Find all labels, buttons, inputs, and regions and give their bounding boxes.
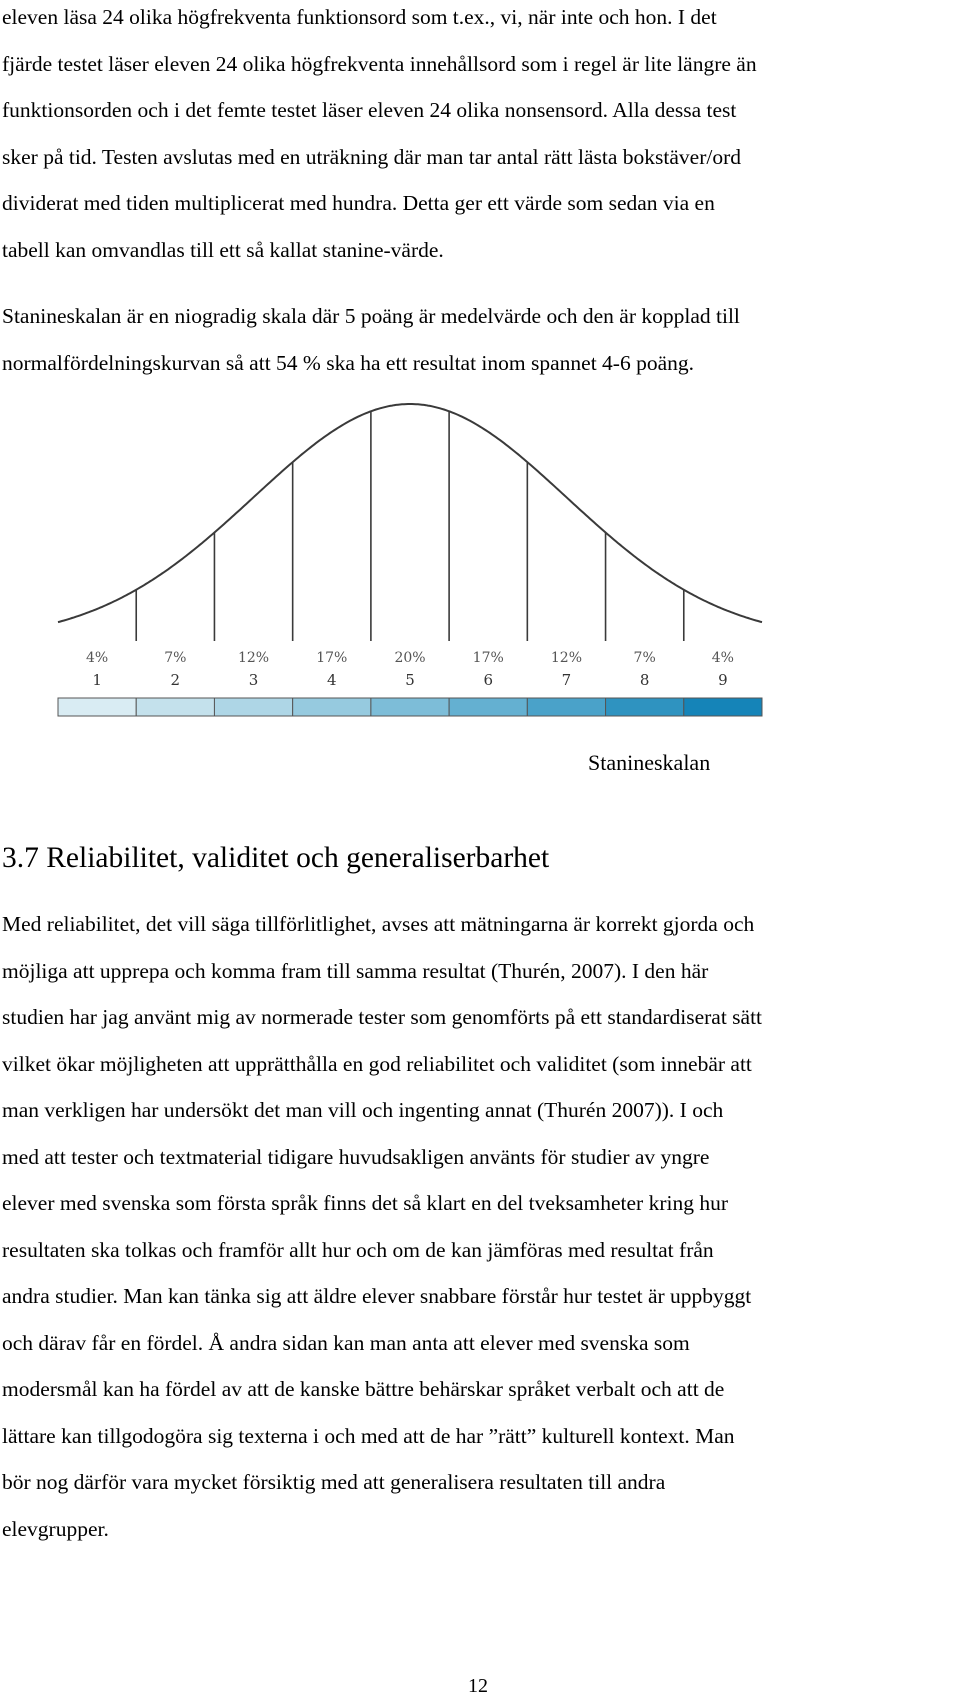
stanine-score-label: 4: [327, 671, 337, 689]
stanine-score-label: 9: [718, 671, 728, 689]
paragraph-test-description: [2, 0, 954, 273]
stanine-percent-label: 20%: [394, 650, 426, 666]
stanine-percent-label: 12%: [237, 650, 270, 666]
stanine-color-segment: [58, 698, 136, 716]
text-line: andra studier. Man kan tänka sig att äldre elever snabbare förstår hur testet är uppbyggt: [2, 1284, 752, 1308]
stanine-score-label: 6: [483, 671, 493, 689]
stanine-color-segment: [606, 698, 684, 716]
page-number: 12: [468, 1675, 488, 1697]
normal-distribution-curve: [58, 404, 762, 622]
text-line: sker på tid. Testen avslutas med en uträkning där man tar antal rätt lästa bokstäver/ord: [2, 144, 742, 169]
text-line: möjliga att upprepa och komma fram till samma resultat (Thurén, 2007). I den här: [2, 958, 709, 983]
text-line: Stanineskalan är en niogradig skala där 5 poäng är medelvärde och den är kopplad till: [2, 304, 740, 328]
stanine-percent-label: 4%: [86, 650, 109, 666]
stanine-score-label: 8: [639, 671, 650, 689]
text-line: studien har jag använt mig av normerade tester som genomförts på ett standardiserat sätt: [2, 1005, 763, 1029]
text-line: eleven läsa 24 olika högfrekventa funktionsord som t.ex., vi, när inte och hon. I det: [2, 5, 717, 29]
stanine-figure: [52, 396, 768, 726]
stanine-score-label: 3: [248, 671, 259, 689]
text-line: elevgrupper.: [2, 1516, 109, 1541]
stanine-score-label: 1: [92, 671, 102, 689]
stanine-score-label: 7: [561, 671, 572, 689]
text-line: tabell kan omvandlas till ett så kallat stanine-värde.: [2, 237, 444, 262]
figure-caption: Stanineskalan: [588, 750, 711, 775]
section-heading: 3.7 Reliabilitet, validitet och generaliserbarhet: [2, 842, 550, 874]
text-line: med att tester och textmaterial tidigare huvudsakligen använts för studier av yngre: [2, 1144, 710, 1169]
stanine-percent-label: 12%: [550, 650, 583, 666]
stanine-distribution-graphic: [52, 396, 768, 726]
text-line: modersmål kan ha fördel av att de kanske bättre behärskar språket verbalt och att de: [2, 1377, 725, 1401]
stanine-color-segment: [214, 698, 292, 716]
stanine-percent-label: 7%: [633, 650, 656, 666]
stanine-percent-label: 17%: [316, 650, 348, 666]
text-line: Med reliabilitet, det vill säga tillförlitlighet, avses att mätningarna är korrekt gjorda och: [2, 912, 755, 936]
text-line: resultaten ska tolkas och framför allt hur och om de kan jämföras med resultat från: [2, 1237, 714, 1262]
stanine-color-segment: [449, 698, 527, 716]
text-line: funktionsorden och i det femte testet läser eleven 24 olika nonsensord. Alla dessa test: [2, 98, 737, 122]
text-line: elever med svenska som första språk finns det så klart en del tveksamheter kring hur: [2, 1191, 729, 1215]
stanine-color-segment: [684, 698, 762, 716]
stanine-percent-label: 17%: [472, 650, 504, 666]
stanine-score-label: 2: [170, 671, 181, 689]
stanine-percent-label: 7%: [164, 650, 187, 666]
stanine-color-segment: [527, 698, 605, 716]
text-line: bör nog därför vara mycket försiktig med att generalisera resultaten till andra: [2, 1470, 666, 1494]
text-line: och därav får en fördel. Å andra sidan kan man anta att elever med svenska som: [2, 1330, 690, 1355]
text-line: lättare kan tillgodogöra sig texterna i och med att de har ”rätt” kulturell kontext. Man: [2, 1423, 735, 1448]
stanine-color-segment: [136, 698, 214, 716]
stanine-color-segment: [371, 698, 449, 716]
stanine-color-segment: [293, 698, 371, 716]
stanine-score-label: 5: [405, 671, 415, 689]
text-line: dividerat med tiden multiplicerat med hundra. Detta ger ett värde som sedan via en: [2, 191, 715, 215]
text-line: man verkligen har undersökt det man vill och ingenting annat (Thurén 2007)). I och: [2, 1098, 724, 1122]
text-line: normalfördelningskurvan så att 54 % ska ha ett resultat inom spannet 4-6 poäng.: [2, 350, 695, 375]
text-line: vilket ökar möjligheten att upprätthålla en god reliabilitet och validitet (som innebär att: [2, 1051, 752, 1076]
paragraph-reliability: [2, 901, 954, 1552]
text-line: fjärde testet läser eleven 24 olika högfrekventa innehållsord som i regel är lite längre än: [2, 51, 757, 76]
stanine-percent-label: 4%: [711, 650, 734, 666]
paragraph-stanine-scale: [2, 293, 954, 386]
